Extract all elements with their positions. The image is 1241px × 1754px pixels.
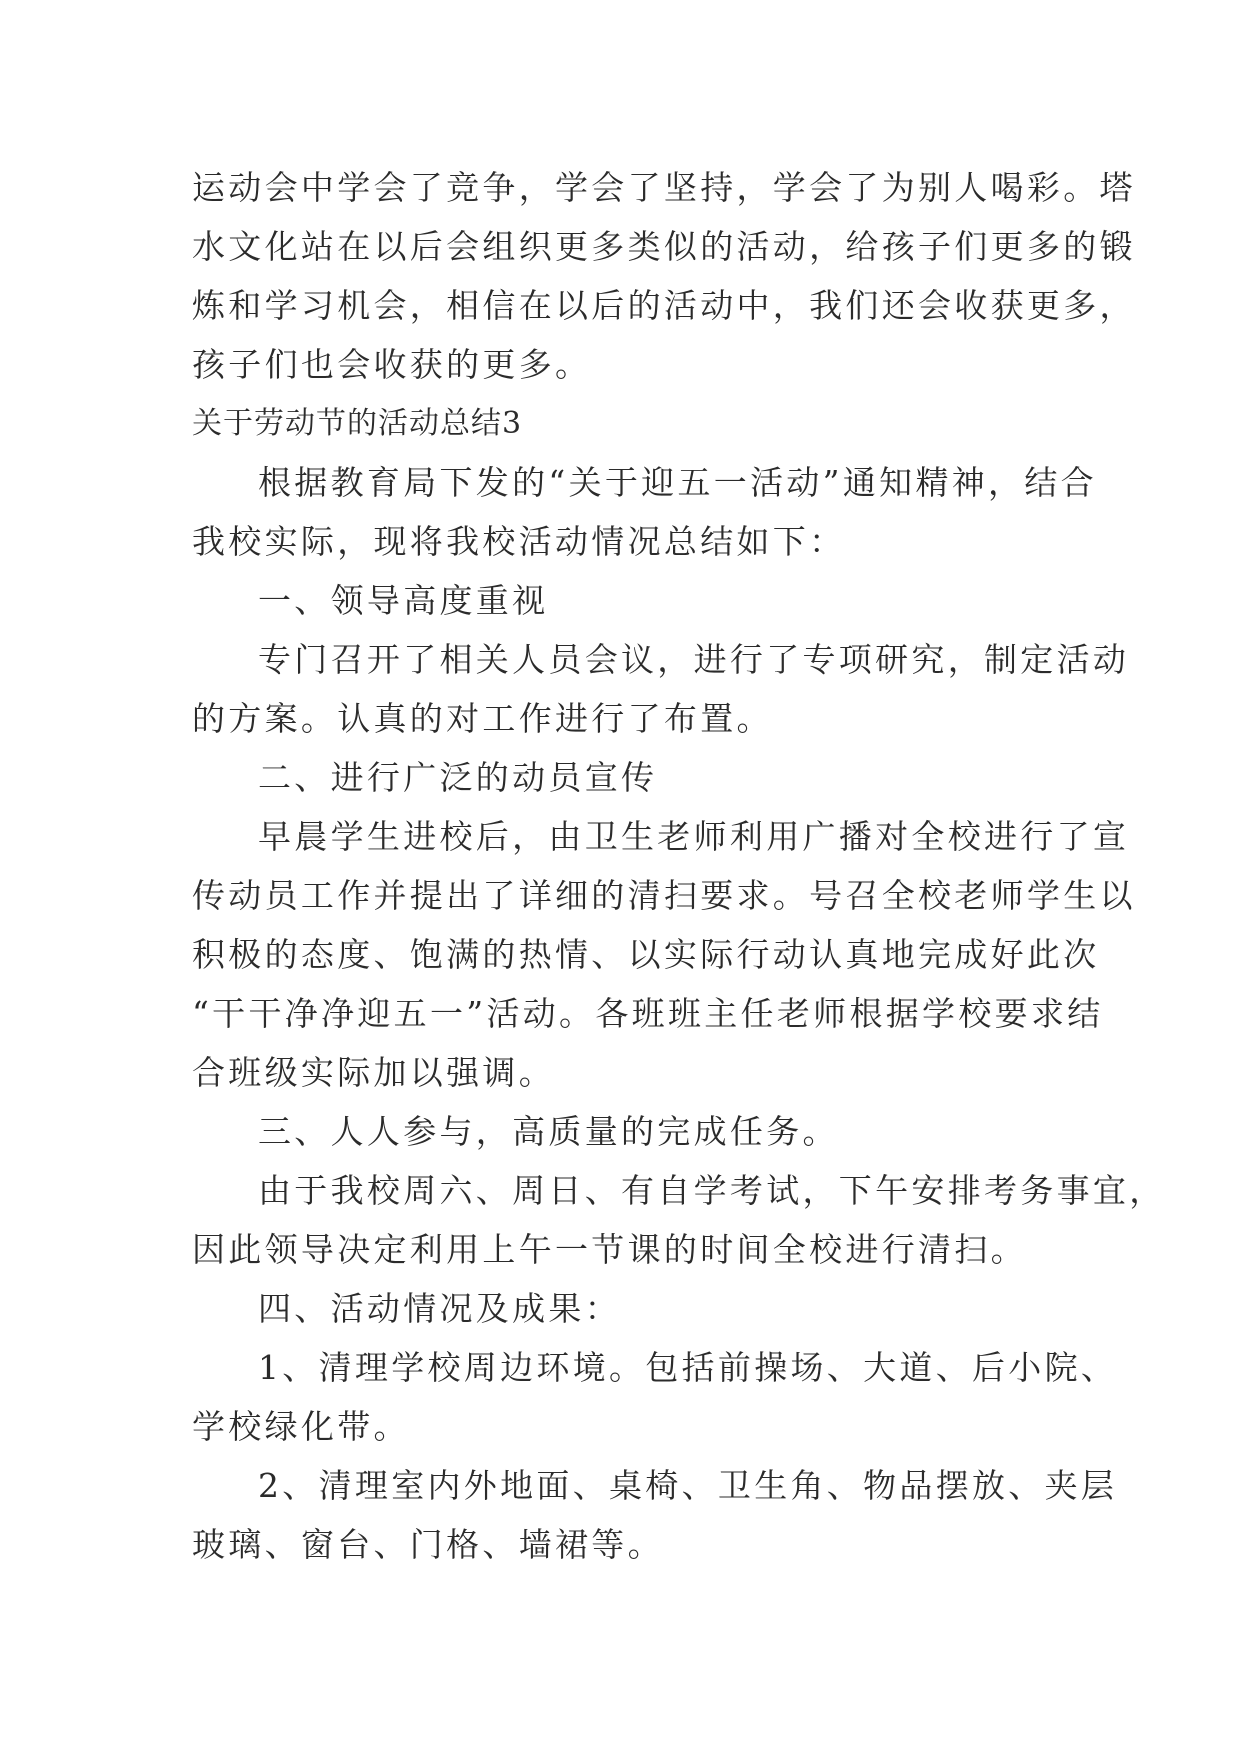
text-line: 的方案。认真的对工作进行了布置。 [192,699,773,738]
text-line: 积极的态度、饱满的热情、以实际行动认真地完成好此次 [192,935,1100,974]
text-line: 孩子们也会收获的更多。 [192,345,592,384]
text-line: 早晨学生进校后，由卫生老师利用广播对全校进行了宣 [258,817,1130,856]
text-line: 由于我校周六、周日、有自学考试，下午安排考务事宜， [258,1171,1166,1210]
text-line: 我校实际，现将我校活动情况总结如下： [192,522,846,561]
text-line: “干干净净迎五一”活动。各班班主任老师根据学校要求结 [192,994,1104,1033]
text-line: 专门召开了相关人员会议，进行了专项研究，制定活动 [258,640,1130,679]
text-line: 学校绿化带。 [192,1407,410,1446]
text-line: 1、清理学校周边环境。包括前操场、大道、后小院、 [258,1348,1118,1387]
text-line: 运动会中学会了竞争，学会了坚持，学会了为别人喝彩。塔 [192,168,1136,207]
section-heading: 关于劳动节的活动总结3 [192,406,523,441]
text-line: 炼和学习机会，相信在以后的活动中，我们还会收获更多， [192,286,1136,325]
document-page [192,158,1166,1574]
text-line: 根据教育局下发的“关于迎五一活动”通知精神，结合 [258,463,1097,502]
text-line: 传动员工作并提出了详细的清扫要求。号召全校老师学生以 [192,876,1136,915]
text-line: 因此领导决定利用上午一节课的时间全校进行清扫。 [192,1230,1027,1269]
subheading-line: 一、领导高度重视 [258,581,549,620]
text-line: 合班级实际加以强调。 [192,1053,555,1092]
subheading-line: 二、进行广泛的动员宣传 [258,758,658,797]
subheading-line: 四、活动情况及成果： [258,1289,621,1328]
subheading-line: 三、人人参与，高质量的完成任务。 [258,1112,839,1151]
text-line: 玻璃、窗台、门格、墙裙等。 [192,1525,664,1564]
text-line: 2、清理室内外地面、桌椅、卫生角、物品摆放、夹层 [258,1466,1118,1505]
text-line: 水文化站在以后会组织更多类似的活动，给孩子们更多的锻 [192,227,1136,266]
